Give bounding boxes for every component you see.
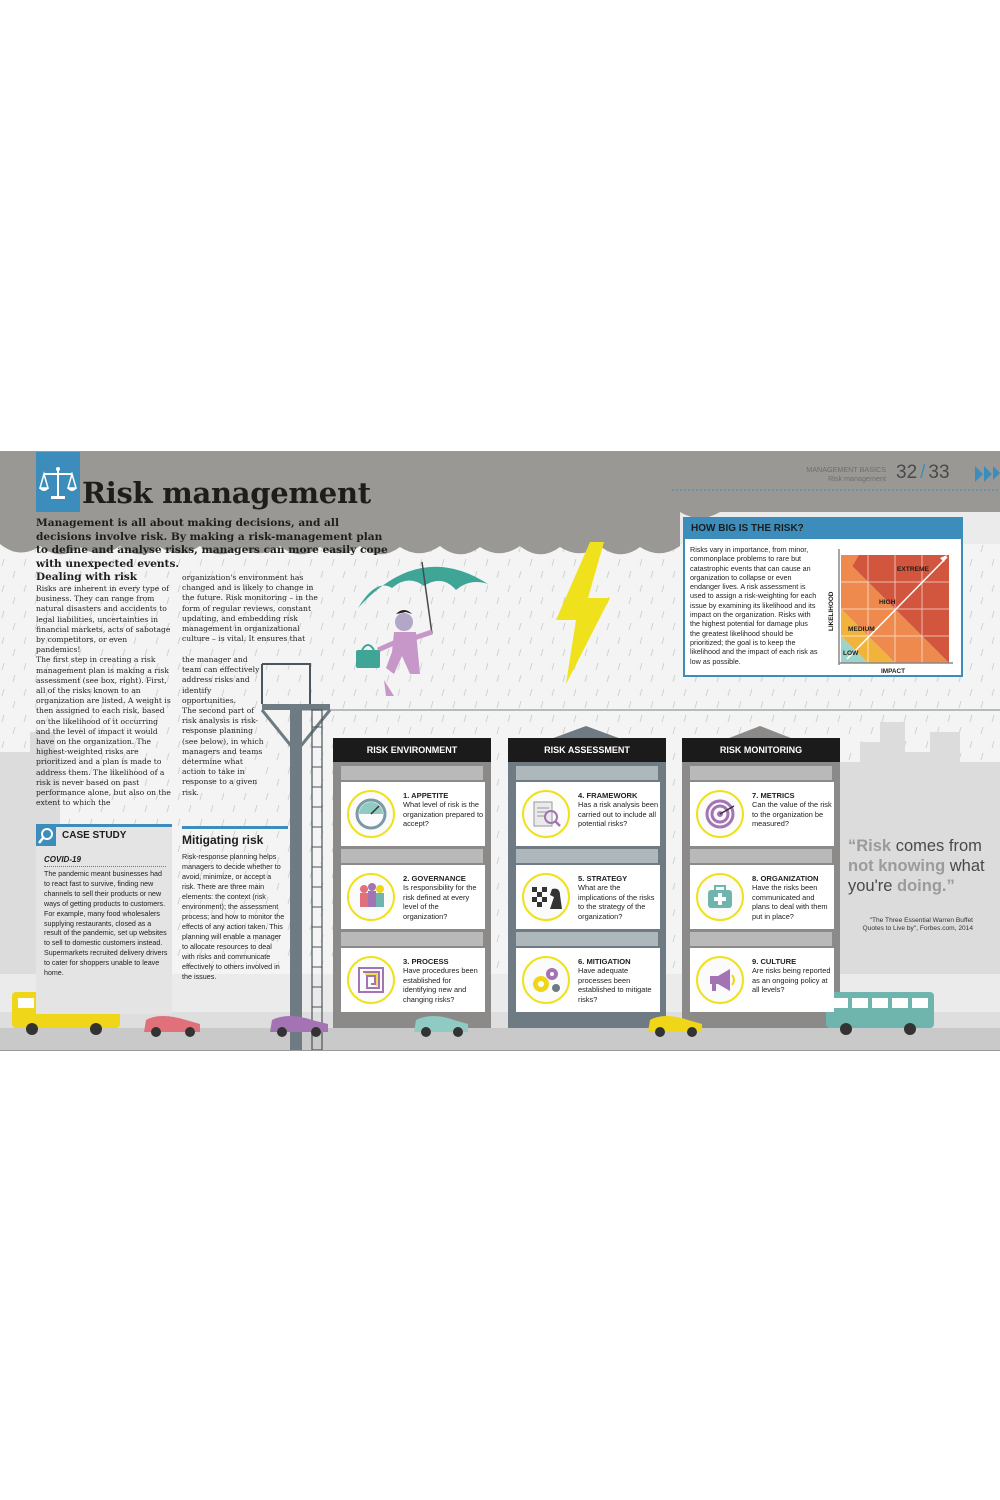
panel-title: 7. METRICS bbox=[752, 791, 795, 800]
case-study-rule bbox=[36, 824, 172, 827]
label-low: LOW bbox=[843, 650, 859, 657]
running-head-topic: Risk management bbox=[828, 474, 886, 483]
mitigating-rule bbox=[182, 826, 288, 829]
book-spread bbox=[0, 451, 1000, 1051]
panel-text: Have procedures been established for identifying new and changing risks? bbox=[403, 966, 478, 1004]
quote bbox=[848, 836, 988, 896]
quote-part-2: comes from bbox=[891, 837, 982, 855]
case-study-text: The pandemic meant businesses had to react fast to survive, finding new channels to sell their products or new ways of getting products to customers. For example, many food wholesalers supplying restaurants, closed as a result of the pandemic, set up websites to sell to domestic customers instead. Supermarkets recruited delivery drivers to cater for shoppers unable to leave home. bbox=[44, 870, 168, 978]
panel-mitigation bbox=[516, 948, 660, 1012]
panel-metrics bbox=[690, 782, 834, 846]
mitigating-heading: Mitigating risk bbox=[182, 833, 264, 847]
panel-title: 8. ORGANIZATION bbox=[752, 874, 819, 883]
quote-part-5: doing.” bbox=[897, 877, 955, 895]
panel-text: Have adequate processes been established to mitigate risks? bbox=[578, 966, 652, 1004]
magnifier-icon bbox=[36, 826, 56, 846]
scroll-magnifier-icon bbox=[522, 790, 570, 838]
risk-matrix-box bbox=[683, 517, 963, 677]
page-number-separator: / bbox=[920, 462, 926, 483]
page-numbers bbox=[896, 462, 950, 484]
panel-text: Is responsibility for the risk defined at every level of the organization? bbox=[403, 883, 477, 921]
dealing-column-2a: organization's environment has changed and is likely to change in the future. Risk monitoring – in the form of regular reviews, constant updating, and embedding risk management in organizational culture – is vital. It ensures that bbox=[182, 573, 318, 644]
panel-text: Have the risks been communicated and plans to deal with them put in place? bbox=[752, 883, 828, 921]
panel-title: 4. FRAMEWORK bbox=[578, 791, 638, 800]
axis-y-label: LIKELIHOOD bbox=[828, 591, 835, 631]
dealing-heading: Dealing with risk bbox=[36, 571, 138, 583]
risk-matrix-chart bbox=[823, 541, 961, 675]
panel-culture bbox=[690, 948, 834, 1012]
tower-heading-assessment: RISK ASSESSMENT bbox=[508, 738, 666, 762]
panel-appetite bbox=[341, 782, 485, 846]
panel-text: Are risks being reported as an ongoing policy at all levels? bbox=[752, 966, 831, 995]
panel-governance bbox=[341, 865, 485, 929]
quote-part-1: “Risk bbox=[848, 837, 892, 855]
panel-title: 9. CULTURE bbox=[752, 957, 797, 966]
mitigating-text: Risk-response planning helps managers to decide whether to avoid, minimize, or accept a risk. There are three main elements: the context (risk environment); the assessment process; and how to monitor the effects of any action taken. This planning will enable a manager to allocate resources to deal with risks and communicate effectively to others involved in the issues. bbox=[182, 852, 285, 981]
panel-strategy bbox=[516, 865, 660, 929]
panel-title: 1. APPETITE bbox=[403, 791, 449, 800]
scales-icon bbox=[36, 452, 80, 512]
case-study-box bbox=[36, 824, 172, 1014]
maze-icon bbox=[347, 956, 395, 1004]
gears-icon bbox=[522, 956, 570, 1004]
risk-box-heading: HOW BIG IS THE RISK? bbox=[685, 519, 961, 539]
panel-text: Has a risk analysis been carried out to include all potential risks? bbox=[578, 800, 659, 829]
quote-part-3: not knowing bbox=[848, 857, 946, 875]
panel-framework bbox=[516, 782, 660, 846]
panel-text: What are the implications of the risks to the strategy of the organization? bbox=[578, 883, 655, 921]
case-study-title: COVID-19 bbox=[44, 855, 81, 864]
panel-text: What level of risk is the organization prepared to accept? bbox=[403, 800, 484, 829]
gauge-icon bbox=[347, 790, 395, 838]
tower-heading-monitoring: RISK MONITORING bbox=[682, 738, 840, 762]
label-extreme: EXTREME bbox=[897, 566, 929, 573]
target-icon bbox=[696, 790, 744, 838]
dealing-column-2b: the manager and team can effectively address risks and identify opportunities. The second part of risk analysis is risk-response planning (see below), in which managers and teams determine what action to take in response to a given risk. bbox=[182, 655, 264, 797]
tower-heading-environment: RISK ENVIRONMENT bbox=[333, 738, 491, 762]
quote-source: "The Three Essential Warren Buffet Quotes to Live by", Forbes.com, 2014 bbox=[862, 917, 973, 933]
panel-text: Can the value of the risk to the organization be measured? bbox=[752, 800, 832, 829]
dealing-column-1: Risks are inherent in every type of business. They can range from natural disasters and accidents to legal liabilities, uncertainties in financial markets, acts of sabotage by competitors, or even pandemics! The first step in creating a risk management plan is making a risk assessment (see box, right). First, all of the risks known to an organization are listed. A weight is then assigned to each risk, based on the likelihood of it occurring and the level of impact it would have on the organization. The highest-weighted risks are prioritized and a plan is made to address them. The likelihood of a risk is never based on past performance alone, but also on the extent to which the bbox=[36, 584, 171, 808]
label-medium: MEDIUM bbox=[848, 626, 875, 633]
megaphone-icon bbox=[696, 956, 744, 1004]
risk-box-text: Risks vary in importance, from minor, commonplace problems to rare but catastrophic events that can cause an organization to collapse or even endanger lives. A risk assessment is used to assign a risk-weighting for each issue by examining its likelihood and its impact on the organization. Risks with the highest potential for damage plus the greatest likelihood should be prioritized; the goal is to keep the likelihood and the impact of each risk as low as possible. bbox=[690, 545, 818, 666]
axis-x-label: IMPACT bbox=[881, 668, 906, 675]
page-title: Risk management bbox=[82, 476, 371, 510]
panel-title: 5. STRATEGY bbox=[578, 874, 628, 883]
label-high: HIGH bbox=[879, 599, 896, 606]
page-number-left: 32 bbox=[896, 462, 918, 483]
quote-part-4: what you're bbox=[848, 857, 985, 895]
panel-title: 2. GOVERNANCE bbox=[403, 874, 466, 883]
page-number-right: 33 bbox=[928, 462, 950, 483]
panel-title: 3. PROCESS bbox=[403, 957, 449, 966]
panel-title: 6. MITIGATION bbox=[578, 957, 631, 966]
intro-text: Management is all about making decisions, and all decisions involve risk. By making a risk-management plan to define and analyse risks, managers can more easily cope with unexpected events. bbox=[36, 517, 388, 570]
panel-process bbox=[341, 948, 485, 1012]
people-icon bbox=[347, 873, 395, 921]
case-study-divider bbox=[44, 866, 166, 867]
first-aid-kit-icon bbox=[696, 873, 744, 921]
case-study-label: CASE STUDY bbox=[62, 830, 127, 841]
running-head-section: MANAGEMENT BASICS bbox=[806, 465, 886, 474]
running-head bbox=[776, 465, 886, 483]
chess-icon bbox=[522, 873, 570, 921]
title-icon-box bbox=[36, 452, 80, 512]
panel-organization bbox=[690, 865, 834, 929]
case-study-icon-box bbox=[36, 826, 56, 846]
